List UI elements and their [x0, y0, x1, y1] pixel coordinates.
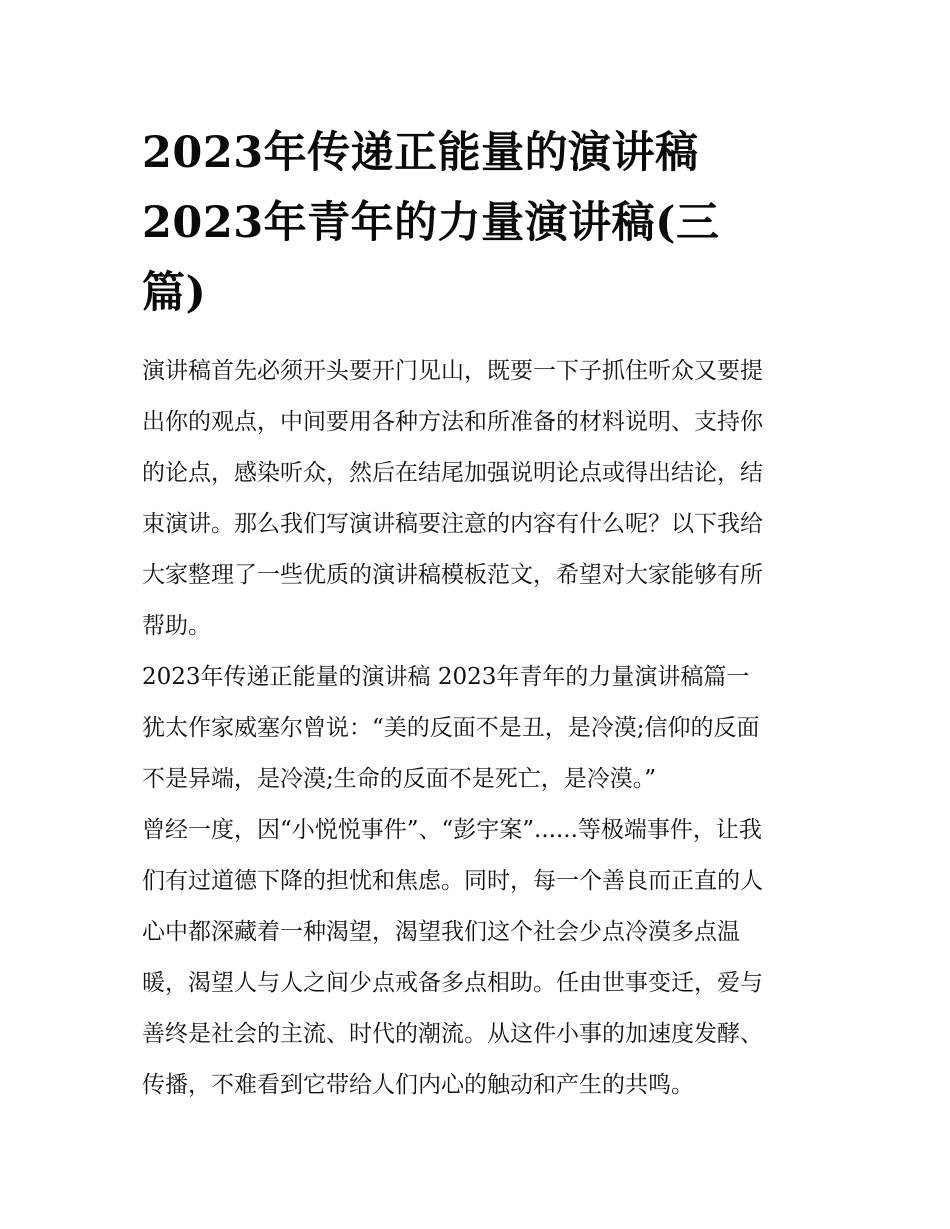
text-line: 演讲稿首先必须开头要开门见山，既要一下子抓住听众又要提	[142, 358, 763, 384]
title-line: 2023年传递正能量的演讲稿	[142, 128, 699, 178]
text-line: 传播，不难看到它带给人们内心的触动和产生的共鸣。	[142, 1072, 694, 1098]
text-line: 们有过道德下降的担忧和焦虑。同时，每一个善良而正直的人	[142, 868, 763, 894]
text-line: 的论点，感染听众，然后在结尾加强说明论点或得出结论，结	[142, 460, 763, 486]
text-line: 束演讲。那么我们写演讲稿要注意的内容有什么呢？以下我给	[142, 511, 763, 537]
intro-paragraph	[142, 346, 814, 652]
document-page	[142, 118, 814, 1111]
title-line: 篇)	[142, 268, 207, 318]
text-line: 帮助。	[142, 613, 211, 639]
title-line: 2023年青年的力量演讲稿(三	[142, 198, 720, 248]
document-body	[142, 346, 814, 1111]
text-line: 出你的观点，中间要用各种方法和所准备的材料说明、支持你	[142, 409, 763, 435]
quote-paragraph	[142, 703, 814, 805]
text-line: 2023年传递正能量的演讲稿 2023年青年的力量演讲稿篇一	[142, 664, 750, 690]
body-paragraph	[142, 805, 814, 1111]
text-line: 心中都深藏着一种渴望，渴望我们这个社会少点冷漠多点温	[142, 919, 740, 945]
text-line: 善终是社会的主流、时代的潮流。从这件小事的加速度发酵、	[142, 1021, 763, 1047]
section-heading	[142, 652, 814, 703]
text-line: 犹太作家威塞尔曾说：“美的反面不是丑，是冷漠;信仰的反面	[142, 715, 760, 741]
document-title	[142, 118, 814, 328]
text-line: 曾经一度，因“小悦悦事件”、“彭宇案”......等极端事件，让我	[142, 817, 762, 843]
text-line: 不是异端，是冷漠;生命的反面不是死亡，是冷漠。”	[142, 766, 657, 792]
text-line: 大家整理了一些优质的演讲稿模板范文，希望对大家能够有所	[142, 562, 763, 588]
text-line: 暖，渴望人与人之间少点戒备多点相助。任由世事变迁，爱与	[142, 970, 763, 996]
